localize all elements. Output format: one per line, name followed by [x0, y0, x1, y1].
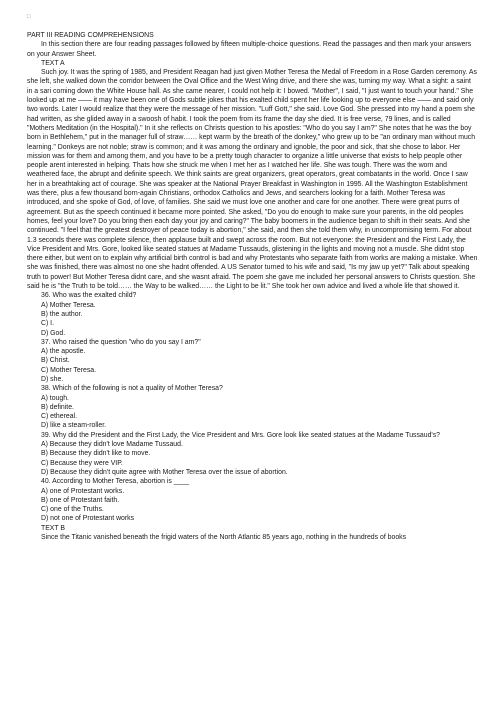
option-c: C) ethereal. [41, 413, 78, 421]
question-39 [27, 431, 478, 477]
option-a: A) one of Protestant works. [41, 487, 125, 495]
option-d: D) Because they didn't quite agree with Mother Teresa over the issue of abortion. [41, 468, 288, 476]
question-36 [27, 291, 478, 337]
text-a-label: TEXT A [41, 59, 65, 67]
part-title: PART III READING COMPREHENSIONS [27, 32, 154, 39]
option-b: B) the author. [41, 310, 83, 318]
option-d: D) like a steam-roller. [41, 422, 107, 430]
option-d: D) not one of Protestant works [41, 515, 135, 523]
option-d: D) God. [41, 329, 66, 337]
option-c: C) Because they were VIP. [41, 459, 123, 467]
option-d: D) she. [41, 375, 64, 383]
option-c: C) Mother Teresa. [41, 366, 97, 374]
text-b-paragraph: Since the Titanic vanished beneath the frigid waters of the North Atlantic 85 years ago, nothing in the hundreds of books [41, 534, 407, 542]
option-a: A) Mother Teresa. [41, 301, 96, 309]
question-38 [27, 384, 478, 430]
text-a-paragraph: Such joy. It was the spring of 1985, and President Reagan had just given Mother Teresa the Medal of Freedom in a Rose Garden ceremony. As she left, she walked down the corridor between the Oval Office and the West Wing drive, and there she was, turning my way. What a sight: a saint in a sari coming down the White House hall. As she came nearer, I could not help it: I bowed. "Mother", I said, "I just want to touch your hand." She looked up at me —— it may have been one of Gods subtle jokes that his exalted child spent her life looking up to everyone else —— and said only two words. Later I would realize that they were the message of her mission. "Luff Gott," she said. Love God. She pressed into my hand a poem she had written, as she glided away in a swoosh of habit. I took the poem from its frame the day she died. It is free verse, 79 lines, and is called "Mothers Meditation (in the Hospital)." In it she reflects on Christs question to his apostles: "Who do you say I am?" She notes that he was the boy born in Bethlehem," put in the manager full of straw…… kept warm by the breath of the donkey," who grew up to be "an ordinary man without much learning." Donkeys are not noble; straw is common; and it was among the ordinary and ignoble, the poor and sick, that she chose to labor. Her mission was for them and among them, and you have to be a pretty tough character to organize a little universe that exists to help people other people arent interested in helping. Thats how she struck me when I met her as I watched her life. She was tough. There was the worn and weathered face, the abrupt and definite speech. We think saints are great organizers, great operators, great combatants in the world. Once I saw her in a breathtaking act of courage. She was speaker at the National Prayer Breakfast in Washington in 1995. All the Washington Establishment was there, plus a few thousand born-again Christians, orthodox Catholics and Jews, and searchers looking for a faith. Mother Teresa was introduced, and she spoke of God, of love, of families. She said we must love one another and care for one another. There were great purrs of agreement. But as the speech continued it became more pointed. She asked, "Do you do enough to make sure your parents, in the old peoples homes, feel your love? Do you bring then each day your joy and caring?" The baby boomers in the audience began to shift in their seats. And she continued. "I feel that the greatest destroyer of peace today is abortion," she said, and then she told them why, in uncompromising term. For about 1.3 seconds there was complete silence, then applause built and swept across the room. But not everyone: the President and the First Lady, the Vice President and Mrs. Gore, looked like seated statues at Madame Tussauds, glistening in the lights and moving not a muscle. She didnt stop there either, but went on to explain why artificial birth control is bad and why Protestants who separate faith from works are making a mistake. When she was finished, there was almost no one she hadnt offended. A US Senator turned to his wife and said, "Is my jaw up yet?" Talk about speaking truth to power! But Mother Teresa didnt care, and she wasnt afraid. The poem she gave me included her personal answers to Christs question. She said he is "the Truth to be told…… the Way to be walked…… the Light to be lit." She took her own advice and lived a whole life that showed it. [27, 69, 478, 291]
question-stem: 38. Which of the following is not a quality of Mother Teresa? [41, 385, 223, 393]
option-b: B) Christ. [41, 357, 70, 365]
question-stem: 40. According to Mother Teresa, abortion is ____ [41, 478, 190, 486]
option-b: B) one of Protestant faith. [41, 496, 120, 504]
question-37 [27, 338, 478, 384]
option-c: C) I. [41, 320, 55, 328]
instructions: In this section there are four reading passages followed by fifteen multiple-choice questions. Read the passages and then mark your answers on your Answer Sheet. [27, 41, 472, 58]
option-a: A) tough. [41, 394, 69, 402]
option-b: B) definite. [41, 403, 74, 411]
option-b: B) Because they didn't like to move. [41, 450, 151, 458]
question-stem: 37. Who raised the question "who do you say I am?" [41, 338, 201, 346]
corner-mark: □ [27, 14, 31, 20]
question-stem: 36. Who was the exalted child? [41, 292, 137, 300]
question-40 [27, 477, 478, 523]
option-c: C) one of the Truths. [41, 506, 104, 514]
option-a: A) the apostle. [41, 348, 86, 356]
text-b-label: TEXT B [41, 524, 65, 532]
question-stem: 39. Why did the President and the First Lady, the Vice President and Mrs. Gore look like seated statues at the Madame Tussaud's? [41, 431, 441, 439]
option-a: A) Because they didn't love Madame Tussaud. [41, 441, 183, 449]
